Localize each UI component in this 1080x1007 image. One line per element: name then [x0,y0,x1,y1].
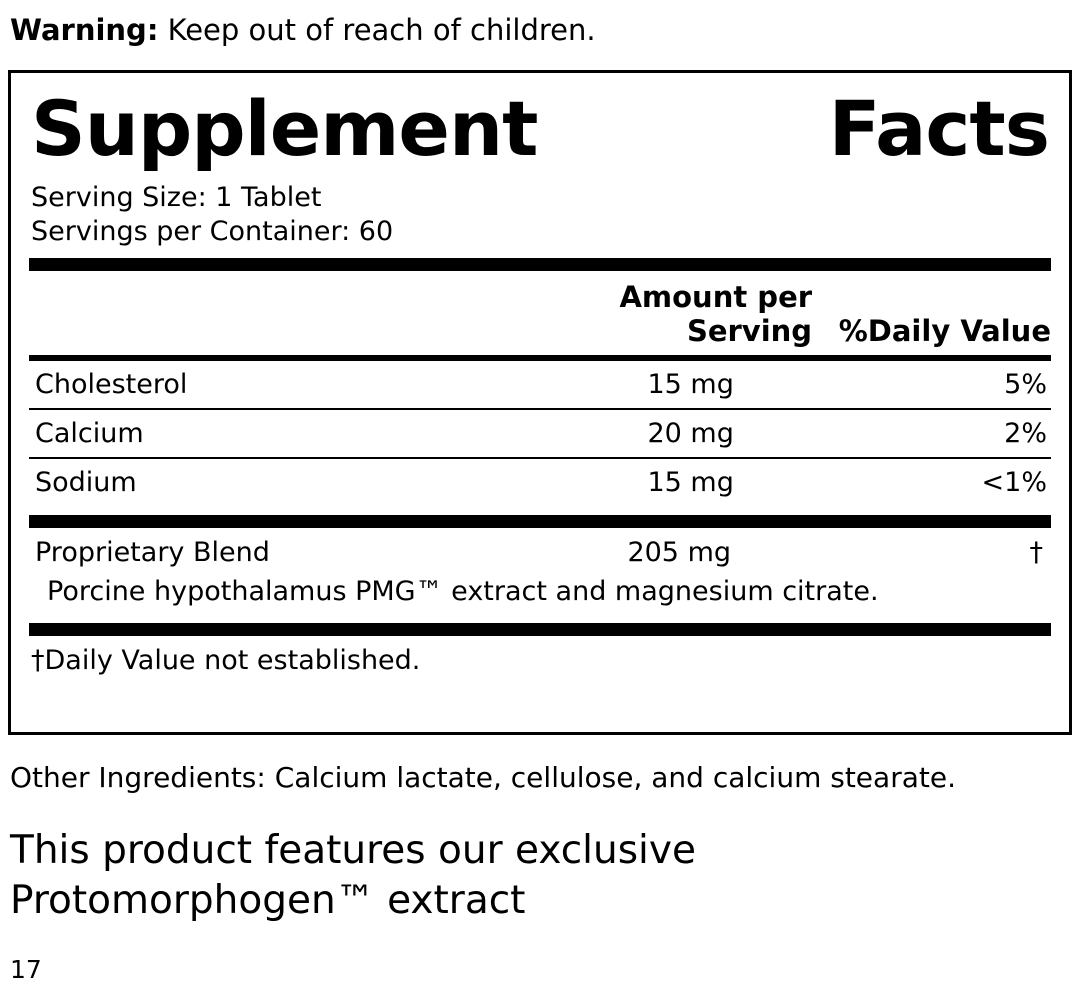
header-amount-per-serving: Amount per Serving [619,280,813,348]
nutrient-rows [29,361,1051,506]
page-number: 17 [10,955,42,984]
table-row [29,361,1051,409]
table-row [29,528,1051,572]
panel-title-supplement: Supplement [31,84,538,173]
rule-below-blend [29,623,1051,636]
header-blank [29,271,491,355]
nutrient-daily-value: <1% [981,467,1047,498]
nutrient-daily-value: 2% [846,409,1051,458]
daily-value-footnote: †Daily Value not established. [31,645,421,676]
warning-label: Warning: [10,13,159,47]
nutrient-daily-value: 5% [846,361,1051,409]
panel-title-facts: Facts [828,84,1049,173]
nutrient-amount: 15 mg [454,361,846,409]
blend-description: Porcine hypothalamus PMG™ extract and magnesium citrate. [47,576,879,607]
servings-per-container: Servings per Container: 60 [31,216,394,247]
blend-amount: 205 mg [627,537,732,568]
table-header-row [29,271,1051,355]
table-row [29,409,1051,458]
blend-name: Proprietary Blend [35,537,270,568]
serving-info [25,175,1055,249]
warning-line [10,12,596,48]
nutrient-amount: 15 mg [647,467,734,498]
product-feature-text: This product features our exclusive Protomorphogen™ extract [10,828,696,923]
serving-size: Serving Size: 1 Tablet [31,182,322,213]
other-ingredients: Other Ingredients: Calcium lactate, cellulose, and calcium stearate. [10,761,956,794]
nutrition-table [29,271,1051,355]
nutrient-name: Calcium [29,409,454,458]
nutrient-name: Sodium [35,467,137,498]
table-row [29,458,1051,506]
header-daily-value: %Daily Value [838,314,1051,348]
blend-daily-value: † [1029,537,1043,568]
panel-title [25,73,1055,175]
rule-above-blend [29,515,1051,528]
warning-text: Keep out of reach of children. [158,13,596,47]
proprietary-blend-table [29,528,1051,572]
rule-top-thick [29,258,1051,271]
nutrient-name: Cholesterol [29,361,454,409]
supplement-facts-panel [8,70,1072,735]
nutrient-amount: 20 mg [454,409,846,458]
